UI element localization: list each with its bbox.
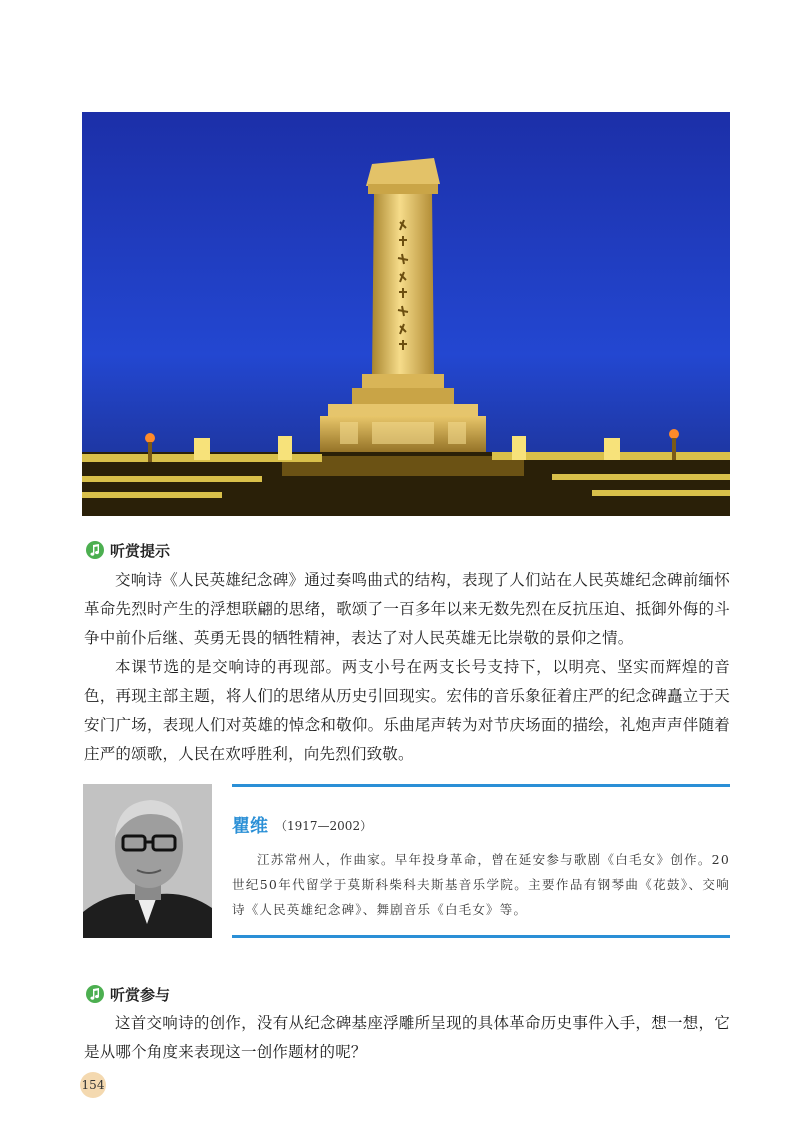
section-title: 听赏提示 (110, 541, 171, 560)
listening-tips-paragraph-2: 本课节选的是交响诗的再现部。两支小号在两支长号支持下，以明亮、坚实而辉煌的音色，再现主部主题，将人们的思绪从历史引回现实。宏伟的音乐象征着庄严的纪念碑矗立于天安门广场，表现人们对英雄的悼念和敬仰。乐曲尾声转为对节庆场面的描绘，礼炮声声伴随着庄严的颂歌，人民在欢呼胜利，向先烈们致敬。 (84, 658, 730, 763)
page-number: 154 (80, 1072, 106, 1098)
monument-photo (82, 112, 730, 516)
composer-years: （1917—2002） (275, 819, 373, 833)
composer-bio: 江苏常州人，作曲家。早年投身革命，曾在延安参与歌剧《白毛女》创作。20世纪50年代留学于莫斯科柴科夫斯基音乐学院。主要作品有钢琴曲《花鼓》、交响诗《人民英雄纪念碑》、舞剧音乐《白毛女》等。 (232, 852, 730, 917)
section-title: 听赏参与 (110, 985, 171, 1004)
composer-name: 瞿维 (232, 816, 268, 837)
participation-heading (86, 982, 170, 1006)
music-note-icon (86, 985, 104, 1003)
listening-tips-heading (86, 538, 170, 562)
bio-bottom-rule (232, 935, 730, 938)
listening-tips-paragraph-1: 交响诗《人民英雄纪念碑》通过奏鸣曲式的结构，表现了人们站在人民英雄纪念碑前缅怀革命先烈时产生的浮想联翩的思绪，歌颂了一百多年以来无数先烈在反抗压迫、抵御外侮的斗争中前仆后继、英勇无畏的牺牲精神，表达了对人民英雄无比崇敬的景仰之情。 (84, 571, 730, 647)
participation-paragraph: 这首交响诗的创作，没有从纪念碑基座浮雕所呈现的具体革命历史事件入手，想一想，它是从哪个角度来表现这一创作题材的呢？ (84, 1014, 730, 1061)
composer-portrait (83, 784, 212, 938)
music-note-icon (86, 541, 104, 559)
bio-top-rule (232, 784, 730, 787)
